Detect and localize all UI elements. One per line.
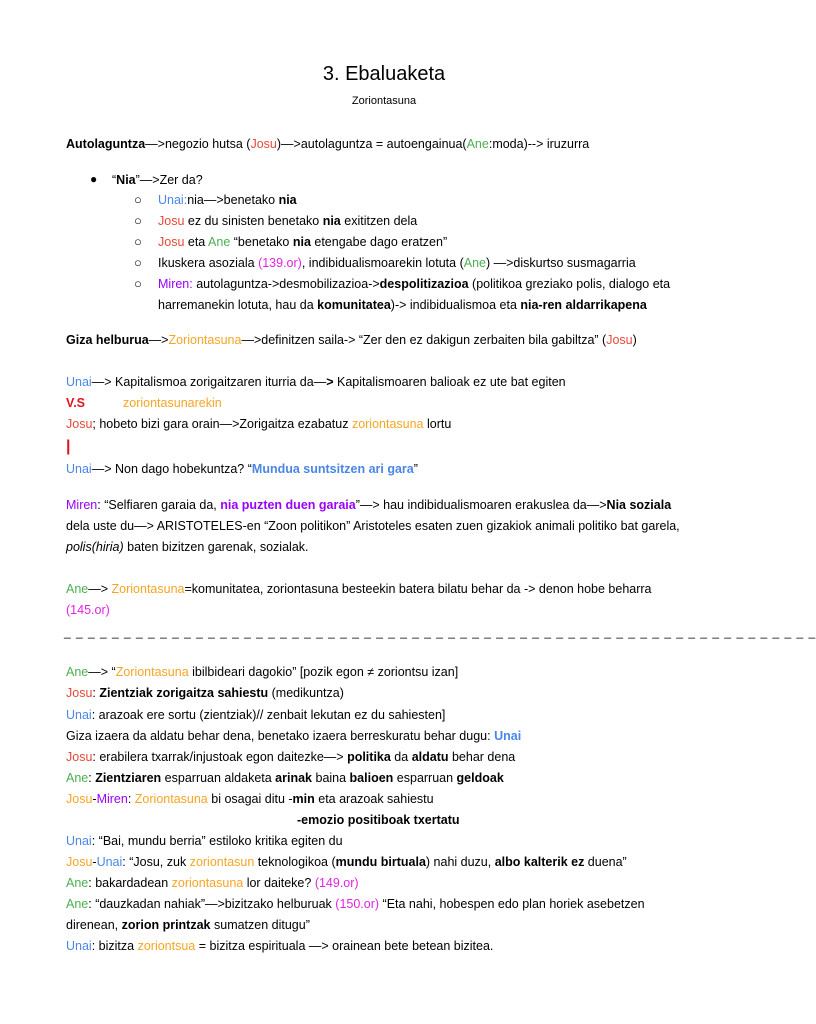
sub-bullet-icon: ○	[134, 192, 142, 207]
page-ref: (139.or)	[258, 256, 302, 270]
quote-nia-puzten: nia puzten duen garaia	[220, 498, 356, 512]
term-zoriontasuna: zoriontasuna	[171, 876, 244, 890]
term-zoriontasun: zoriontasun	[189, 855, 255, 869]
term-zoriontasunarekin: zoriontasunarekin	[123, 396, 222, 410]
line-josu-hobeto	[66, 416, 451, 432]
name-josu: Josu	[66, 792, 93, 806]
text: )	[632, 333, 637, 347]
line-ane-bakardadean	[66, 875, 359, 891]
line-ane-komunitatea	[66, 581, 652, 597]
text: )—>autolaguntza = autoengainua(	[276, 137, 467, 151]
line-josu-unai	[66, 854, 627, 870]
separator-line: _ _ _ _ _ _ _ _ _ _ _ _ _ _ _ _ _ _ _ _ _ _ _ _ _ _ _ _ _ _ _ _ _ _ _ _ _ _ _ _ _ _ _ _ _ _ _ _ _ _ _ _ _ _ _ _ _ _ _ _ _ _ _	[64, 625, 816, 639]
name-unai: Unai	[66, 708, 92, 722]
vs-label: V.S	[66, 396, 86, 410]
text: Kapitalismoaren balioak ez ute bat egiten	[333, 375, 566, 389]
page-ref: (150.or)	[335, 897, 380, 911]
line-emozio-positiboak: -emozio positiboak txertatu	[297, 813, 460, 827]
term-giza-helburua: Giza helburua	[66, 333, 149, 347]
term-zoriontasuna: zoriontasuna	[351, 417, 424, 431]
name-unai: Unai	[66, 834, 92, 848]
name-josu: Josu	[606, 333, 633, 347]
name-josu: Josu	[66, 855, 93, 869]
sub-bullet-icon: ○	[134, 213, 142, 228]
text: da	[390, 750, 412, 764]
text: baina	[312, 771, 350, 785]
text: autolaguntza->desmobilizazioa->	[192, 277, 380, 291]
page-ref: (145.or)	[66, 603, 110, 617]
text: —> Kapitalismoa zorigaitzaren iturria da—	[91, 375, 327, 389]
text: :	[88, 771, 96, 785]
term-zoriontasuna: Zoriontasuna	[134, 792, 208, 806]
text: eta	[184, 235, 209, 249]
name-josu: Josu	[158, 235, 185, 249]
name-unai: Unai	[66, 375, 92, 389]
sub-item-unai	[158, 192, 297, 208]
text: ) nahi duzu,	[425, 855, 495, 869]
line-miren-selfiaren	[66, 497, 671, 513]
line-autolaguntza	[66, 136, 589, 152]
text: : bizitza	[91, 939, 138, 953]
name-unai: Unai	[66, 939, 92, 953]
text: direnean,	[66, 918, 122, 932]
text: bi osagai ditu -	[207, 792, 293, 806]
text: : erabilera txarrak/injustoak egon daitezke—>	[92, 750, 348, 764]
text: eta arazoak sahiestu	[314, 792, 434, 806]
term-autolaguntza: Autolaguntza	[66, 137, 146, 151]
name-josu: Josu	[66, 686, 93, 700]
term-nia-soziala: Nia soziala	[606, 498, 672, 512]
line-ane-ibilbidea	[66, 664, 458, 680]
bullet-item-nia	[112, 172, 203, 188]
term-balioen: balioen	[349, 771, 394, 785]
line-unai-arazoak	[66, 707, 445, 723]
text: : “Selfiaren garaia da,	[97, 498, 221, 512]
line-giza-izaera	[66, 728, 521, 744]
text: : “Bai, mundu berria” estiloko kritika egiten du	[91, 834, 343, 848]
name-ane: Ane	[208, 235, 231, 249]
text: ”—> hau indibidualismoaren erakuslea da—>	[355, 498, 607, 512]
text: =komunitatea, zoriontasuna besteekin batera bilatu behar da -> denon hobe beharra	[184, 582, 652, 596]
text: —> “	[88, 665, 116, 679]
line-josu-miren	[66, 791, 434, 807]
name-josu: Josu	[66, 750, 93, 764]
text: etengabe dago eratzen”	[310, 235, 448, 249]
text: lortu	[423, 417, 452, 431]
name-ane: Ane	[463, 256, 486, 270]
text: ”—>Zer da?	[135, 173, 203, 187]
name-ane: Ane	[66, 771, 89, 785]
text: esparruan	[393, 771, 457, 785]
term-komunitatea: komunitatea	[317, 298, 391, 312]
name-ane: Ane	[66, 582, 89, 596]
text: Ikuskera asoziala	[158, 256, 259, 270]
line-unai-kapitalismoa	[66, 374, 566, 390]
sub-bullet-icon: ○	[134, 234, 142, 249]
term-politika: politika	[347, 750, 391, 764]
quote-mundua: Mundua suntsitzen ari gara	[251, 462, 414, 476]
text: sumatzen ditugu”	[210, 918, 310, 932]
term-zorion-printzak: zorion printzak	[121, 918, 211, 932]
text: = bizitza espirituala —> orainean bete betean bizitea.	[195, 939, 494, 953]
text: -	[92, 792, 97, 806]
line-aristoteles: dela uste du—> ARISTOTELES-en “Zoon politikon” Aristoteles esaten zuen gizakiok animali politiko bat garela,	[66, 519, 680, 533]
sub-item-miren-cont	[158, 297, 647, 313]
text: : bakardadean	[88, 876, 172, 890]
text: : “dauzkadan nahiak”—>bizitzako helburuak	[88, 897, 336, 911]
text: —> Non dago hobekuntza? “	[91, 462, 252, 476]
text: esparruan aldaketa	[161, 771, 276, 785]
name-miren: Miren	[66, 498, 98, 512]
text: behar dena	[448, 750, 516, 764]
sub-item-ikuskera	[158, 255, 636, 271]
term-arinak: arinak	[275, 771, 313, 785]
text: (politikoa greziako polis, dialogo eta	[468, 277, 671, 291]
term-nia: nia	[278, 193, 297, 207]
text: —>definitzen saila-> “Zer den ez dakigun zerbaiten bila gabiltza” (	[241, 333, 607, 347]
term-zoriontsua: zoriontsua	[137, 939, 196, 953]
sub-bullet-icon: ○	[134, 276, 142, 291]
term-nia: nia	[322, 214, 341, 228]
term-zientziak: Zientziak zorigaitza sahiestu	[99, 686, 269, 700]
line-zorion-printzak	[66, 917, 310, 933]
line-josu-zientziak	[66, 685, 344, 701]
line-giza-helburua	[66, 332, 637, 348]
text: harremanekin lotuta, hau da	[158, 298, 318, 312]
text: Giza izaera da aldatu behar dena, benetako izaera berreskuratu behar dugu:	[66, 729, 495, 743]
text: baten bizitzen garenak, sozialak.	[123, 540, 309, 554]
text: ; hobeto bizi gara orain—>Zorigaitza ezabatuz	[92, 417, 352, 431]
term-geldoak: geldoak	[456, 771, 504, 785]
name-josu: Josu	[158, 214, 185, 228]
sub-item-miren	[158, 276, 670, 292]
text: exititzen dela	[340, 214, 418, 228]
name-ane: Ane	[66, 665, 89, 679]
term-mundu-birtuala: mundu birtuala	[335, 855, 426, 869]
term-zoriontasuna: Zoriontasuna	[111, 582, 185, 596]
text: “benetako	[230, 235, 293, 249]
sub-item-josu-ane	[158, 234, 447, 250]
name-ane: Ane	[466, 137, 489, 151]
page-ref: (149.or)	[314, 876, 359, 890]
divider-bar: |	[66, 438, 71, 455]
line-josu-erabilera	[66, 749, 515, 765]
line-ane-zientziaren	[66, 770, 504, 786]
text: :	[127, 792, 135, 806]
bullet-icon: ●	[90, 172, 98, 186]
text: -	[92, 855, 97, 869]
text: ibilbideari dagokio” [pozik egon ≠ zoriontsu izan]	[188, 665, 459, 679]
term-polis: polis(hiria)	[66, 540, 124, 554]
term-despolitizazioa: despolitizazioa	[379, 277, 469, 291]
term-zoriontasuna: Zoriontasuna	[168, 333, 242, 347]
text: : “Josu, zuk	[122, 855, 190, 869]
text: )-> indibidualismoa eta	[390, 298, 521, 312]
text: : arazoak ere sortu (zientziak)// zenbait lekutan ez du sahiesten]	[91, 708, 446, 722]
line-vs	[66, 395, 222, 411]
name-unai: Unai	[66, 462, 92, 476]
text: :	[92, 686, 100, 700]
name-unai: Unai:	[158, 193, 188, 207]
term-nia: nia	[292, 235, 311, 249]
text: ”	[413, 462, 418, 476]
text: :moda)--> iruzurra	[488, 137, 590, 151]
term-aldatu: aldatu	[411, 750, 449, 764]
term-albo-kalterik: albo kalterik ez	[494, 855, 585, 869]
text: ez du sinisten benetako	[184, 214, 323, 228]
text: teknologikoa (	[254, 855, 336, 869]
term-nia-aldarrikapena: nia-ren aldarrikapena	[520, 298, 647, 312]
text: ) —>diskurtso susmagarria	[485, 256, 636, 270]
text: —>	[88, 582, 112, 596]
text: “Eta nahi, hobespen edo plan horiek asebetzen	[379, 897, 645, 911]
page-title: 3. Ebaluaketa	[322, 63, 446, 85]
sub-bullet-icon: ○	[134, 255, 142, 270]
text: duena”	[584, 855, 627, 869]
line-polis	[66, 539, 309, 555]
text: “	[112, 173, 117, 187]
term-nia: Nia	[116, 173, 136, 187]
name-josu: Josu	[66, 417, 93, 431]
line-unai-bizitza	[66, 938, 493, 954]
sub-item-josu	[158, 213, 417, 229]
term-zientziaren: Zientziaren	[95, 771, 162, 785]
text: (medikuntza)	[268, 686, 344, 700]
line-unai-hobekuntza	[66, 461, 418, 477]
text: —>	[148, 333, 169, 347]
page-subtitle: Zoriontasuna	[351, 95, 417, 107]
text-arrow: >	[326, 375, 334, 389]
name-miren: Miren:	[158, 277, 193, 291]
line-unai-mundu-berria	[66, 833, 343, 849]
text: lor daiteke?	[243, 876, 315, 890]
term-zoriontasuna: Zoriontasuna	[115, 665, 189, 679]
name-unai: Unai	[494, 729, 522, 743]
text: , indibidualismoarekin lotuta (	[301, 256, 464, 270]
text: nia—>benetako	[187, 193, 279, 207]
name-josu: Josu	[250, 137, 277, 151]
name-ane: Ane	[66, 897, 89, 911]
text: —>negozio hutsa (	[145, 137, 251, 151]
name-miren: Miren	[96, 792, 128, 806]
term-min: min	[292, 792, 315, 806]
line-ane-nahiak	[66, 896, 645, 912]
name-ane: Ane	[66, 876, 89, 890]
name-unai: Unai	[96, 855, 123, 869]
